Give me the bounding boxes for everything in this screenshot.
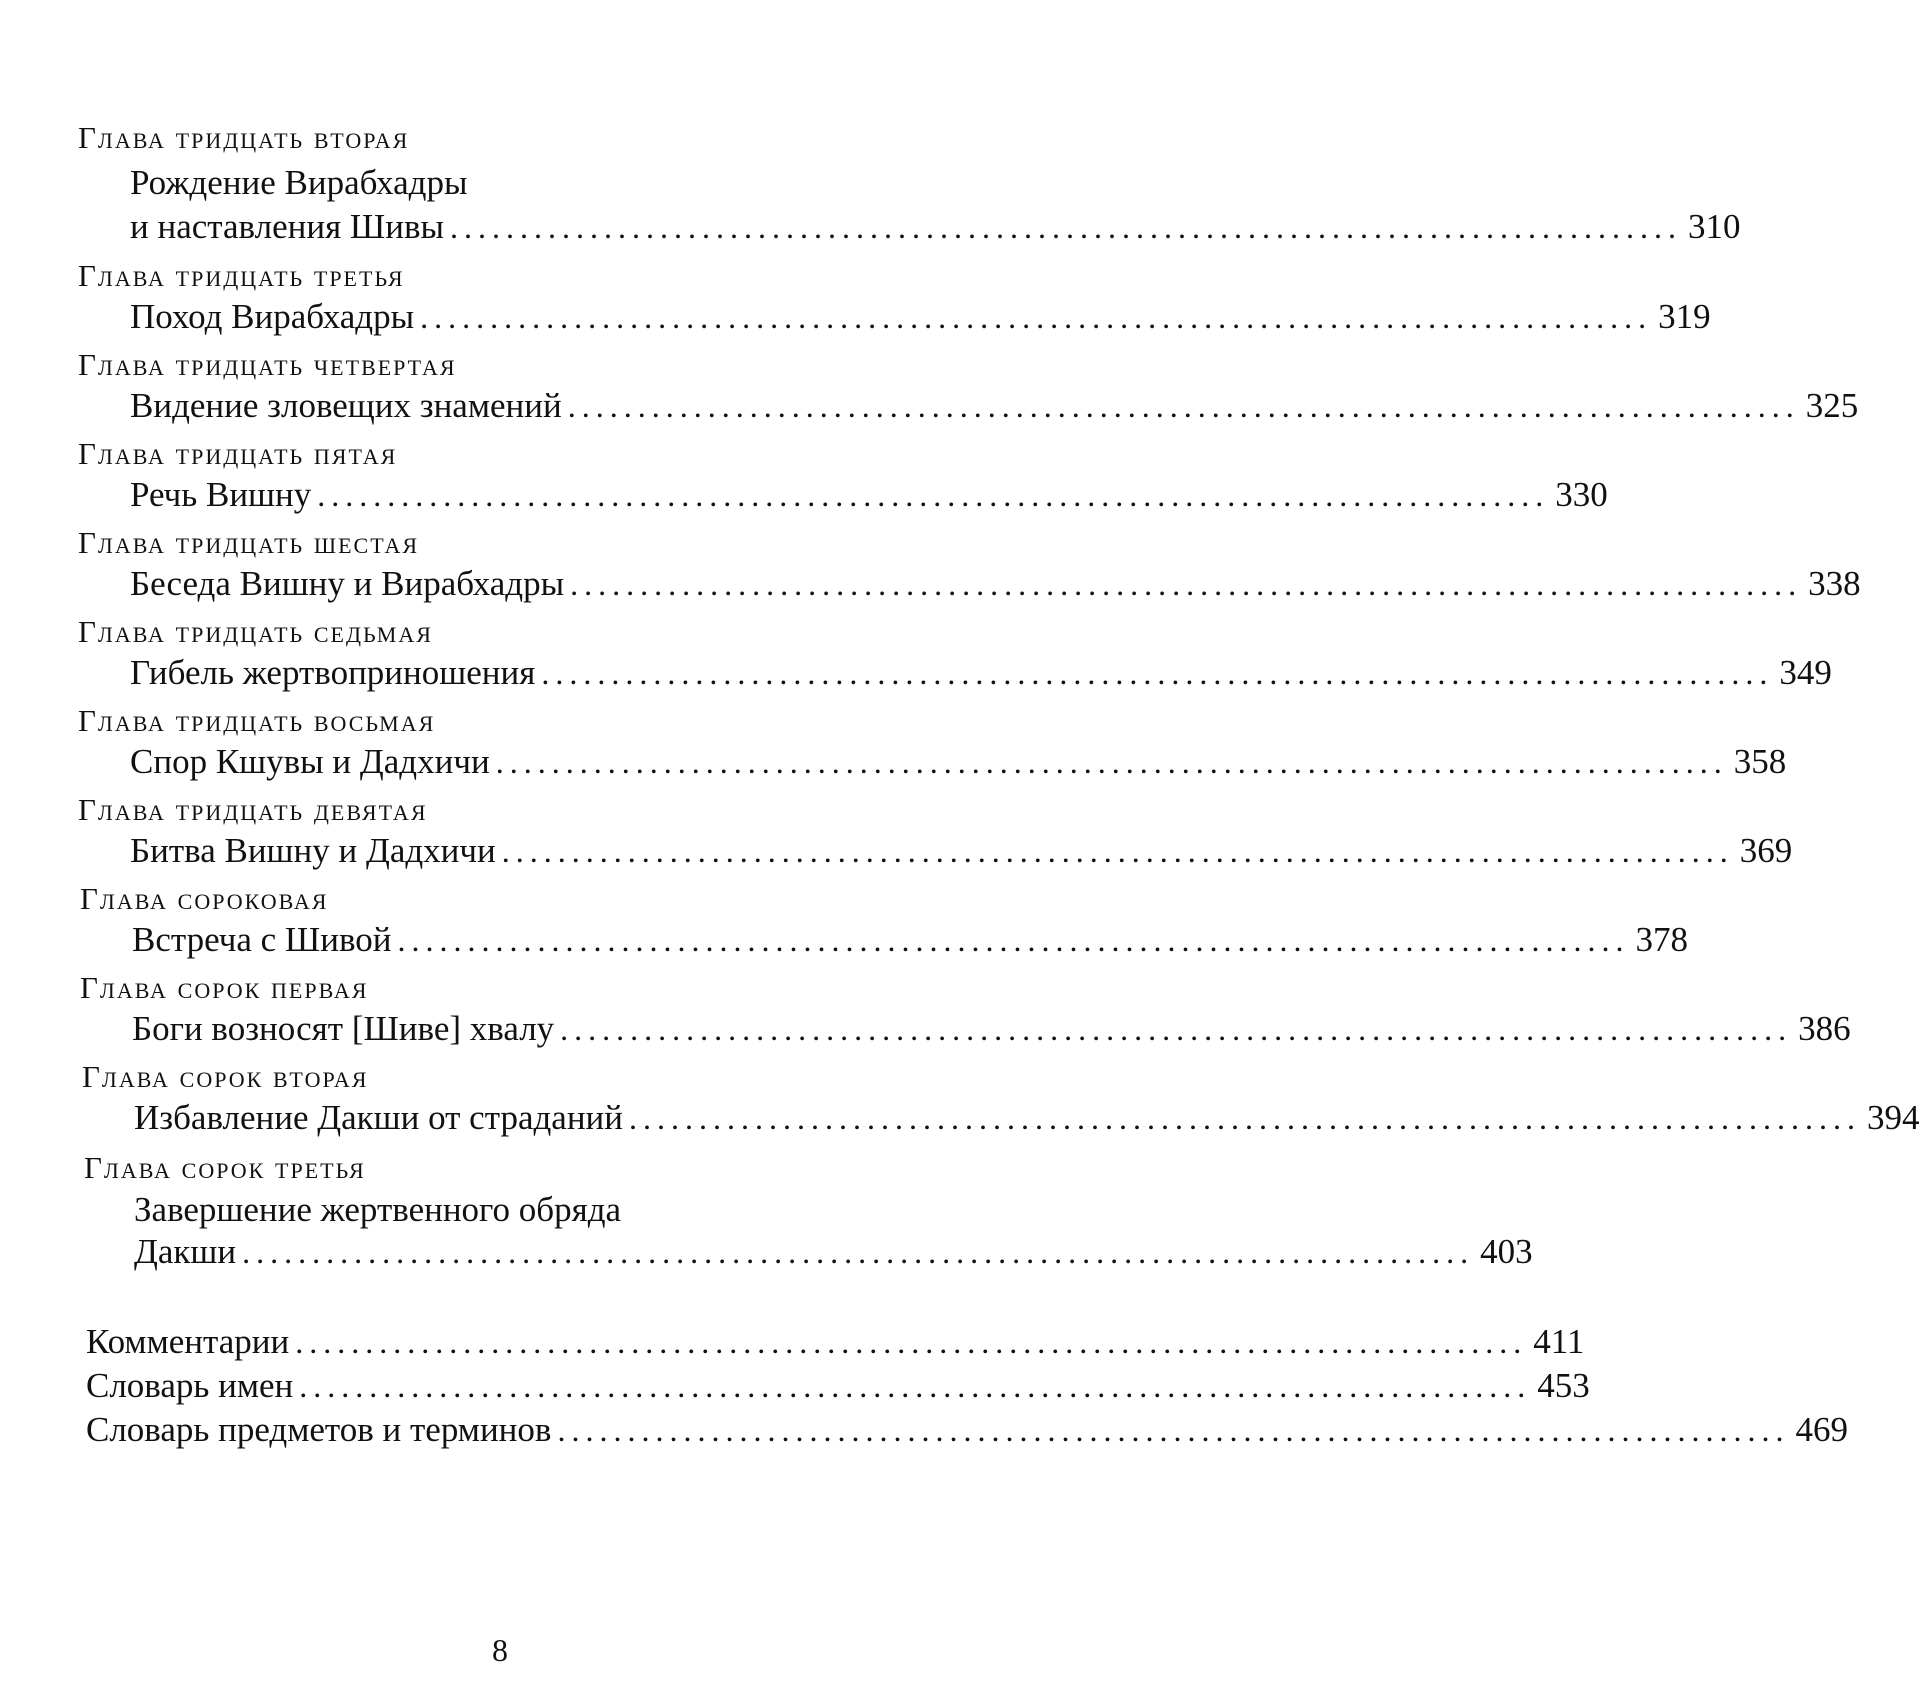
page-number: 403 (1480, 1232, 1533, 1271)
chapter-title: Спор Кшувы и Дадхичи (130, 742, 490, 781)
chapter-heading: Глава сорок третья (84, 1150, 366, 1185)
toc-entry[interactable] (86, 1410, 1848, 1450)
page-folio: 8 (492, 1632, 508, 1668)
page-number: 394 (1867, 1098, 1920, 1137)
chapter-heading: Глава тридцать вторая (78, 120, 410, 155)
page-number: 319 (1658, 297, 1711, 336)
leader-dots: ........................................................................................ (295, 1324, 1528, 1360)
page-number: 369 (1739, 831, 1793, 870)
toc-entry[interactable] (130, 386, 1859, 426)
chapter-title: Поход Вирабхадры (130, 297, 415, 336)
leader-dots: ........................................................................................ (242, 1234, 1475, 1270)
leader-dots: ........................................................................................ (397, 922, 1630, 958)
leader-dots: ........................................................................................ (629, 1100, 1862, 1136)
page-number: 358 (1733, 742, 1787, 781)
chapter-heading: Глава тридцать шестая (78, 525, 420, 560)
chapter-heading: Глава тридцать девятая (78, 792, 428, 827)
chapter-title: Битва Вишну и Дадхичи (130, 831, 496, 870)
page-number: 330 (1555, 475, 1608, 514)
toc-entry[interactable] (130, 831, 1793, 871)
chapter-heading: Глава сорок первая (80, 970, 369, 1005)
toc-entry[interactable] (134, 1098, 1920, 1138)
toc-entry[interactable] (132, 1009, 1851, 1049)
toc-entry[interactable] (134, 1232, 1533, 1272)
page-number: 310 (1688, 207, 1741, 246)
chapter-heading: Глава тридцать седьмая (78, 614, 433, 649)
leader-dots: ........................................................................................ (317, 477, 1550, 513)
chapter-title: Видение зловещих знамений (130, 386, 562, 425)
page-number: 411 (1533, 1322, 1585, 1361)
chapter-title: и наставления Шивы (130, 207, 444, 246)
chapter-heading: Глава сороковая (80, 881, 329, 916)
chapter-heading: Глава тридцать восьмая (78, 703, 436, 738)
toc-entry[interactable] (132, 920, 1688, 960)
leader-dots: ........................................................................................ (420, 299, 1653, 335)
leader-dots: ........................................................................................ (501, 833, 1734, 869)
leader-dots: ........................................................................................ (567, 388, 1800, 424)
chapter-heading: Глава тридцать четвертая (78, 347, 457, 382)
page-number: 349 (1779, 653, 1832, 692)
back-matter-title: Словарь имен (86, 1366, 294, 1405)
chapter-title: Дакши (134, 1232, 237, 1271)
toc-entry[interactable] (130, 564, 1861, 604)
chapter-title: Беседа Вишну и Вирабхадры (130, 564, 565, 603)
toc-entry[interactable] (130, 207, 1741, 247)
back-matter-title: Комментарии (86, 1322, 290, 1361)
page-number: 469 (1795, 1410, 1848, 1449)
leader-dots: ........................................................................................ (557, 1412, 1790, 1448)
toc-entry[interactable] (130, 475, 1608, 515)
page-number: 386 (1798, 1009, 1851, 1048)
toc-entry[interactable] (130, 653, 1832, 693)
leader-dots: ........................................................................................ (541, 655, 1774, 691)
leader-dots: ........................................................................................ (560, 1011, 1793, 1047)
page-number: 378 (1635, 920, 1688, 959)
leader-dots: ........................................................................................ (299, 1368, 1532, 1404)
toc-entry[interactable] (86, 1366, 1590, 1406)
chapter-title: Завершение жертвенного обряда (134, 1190, 622, 1229)
chapter-title: Гибель жертвоприношения (130, 653, 536, 692)
chapter-heading: Глава тридцать пятая (78, 436, 398, 471)
leader-dots: ........................................................................................ (495, 744, 1728, 780)
chapter-title: Боги возносят [Шиве] хвалу (132, 1009, 555, 1048)
toc-entry[interactable] (130, 297, 1711, 337)
leader-dots: ........................................................................................ (450, 209, 1682, 245)
toc-entry[interactable] (86, 1322, 1585, 1362)
page-number: 338 (1808, 564, 1861, 603)
chapter-heading: Глава тридцать третья (78, 258, 405, 293)
page-number: 325 (1805, 386, 1859, 425)
toc-entry[interactable] (130, 742, 1787, 782)
chapter-title: Встреча с Шивой (132, 920, 392, 959)
chapter-title: Избавление Дакши от страданий (134, 1098, 624, 1137)
chapter-title: Рождение Вирабхадры (130, 163, 468, 202)
back-matter-title: Словарь предметов и терминов (86, 1410, 552, 1449)
page-number: 453 (1537, 1366, 1590, 1405)
chapter-title-line (130, 163, 467, 203)
chapter-heading: Глава сорок вторая (82, 1059, 369, 1094)
chapter-title: Речь Вишну (130, 475, 312, 514)
leader-dots: ........................................................................................ (570, 566, 1803, 602)
chapter-title-line (134, 1190, 621, 1230)
